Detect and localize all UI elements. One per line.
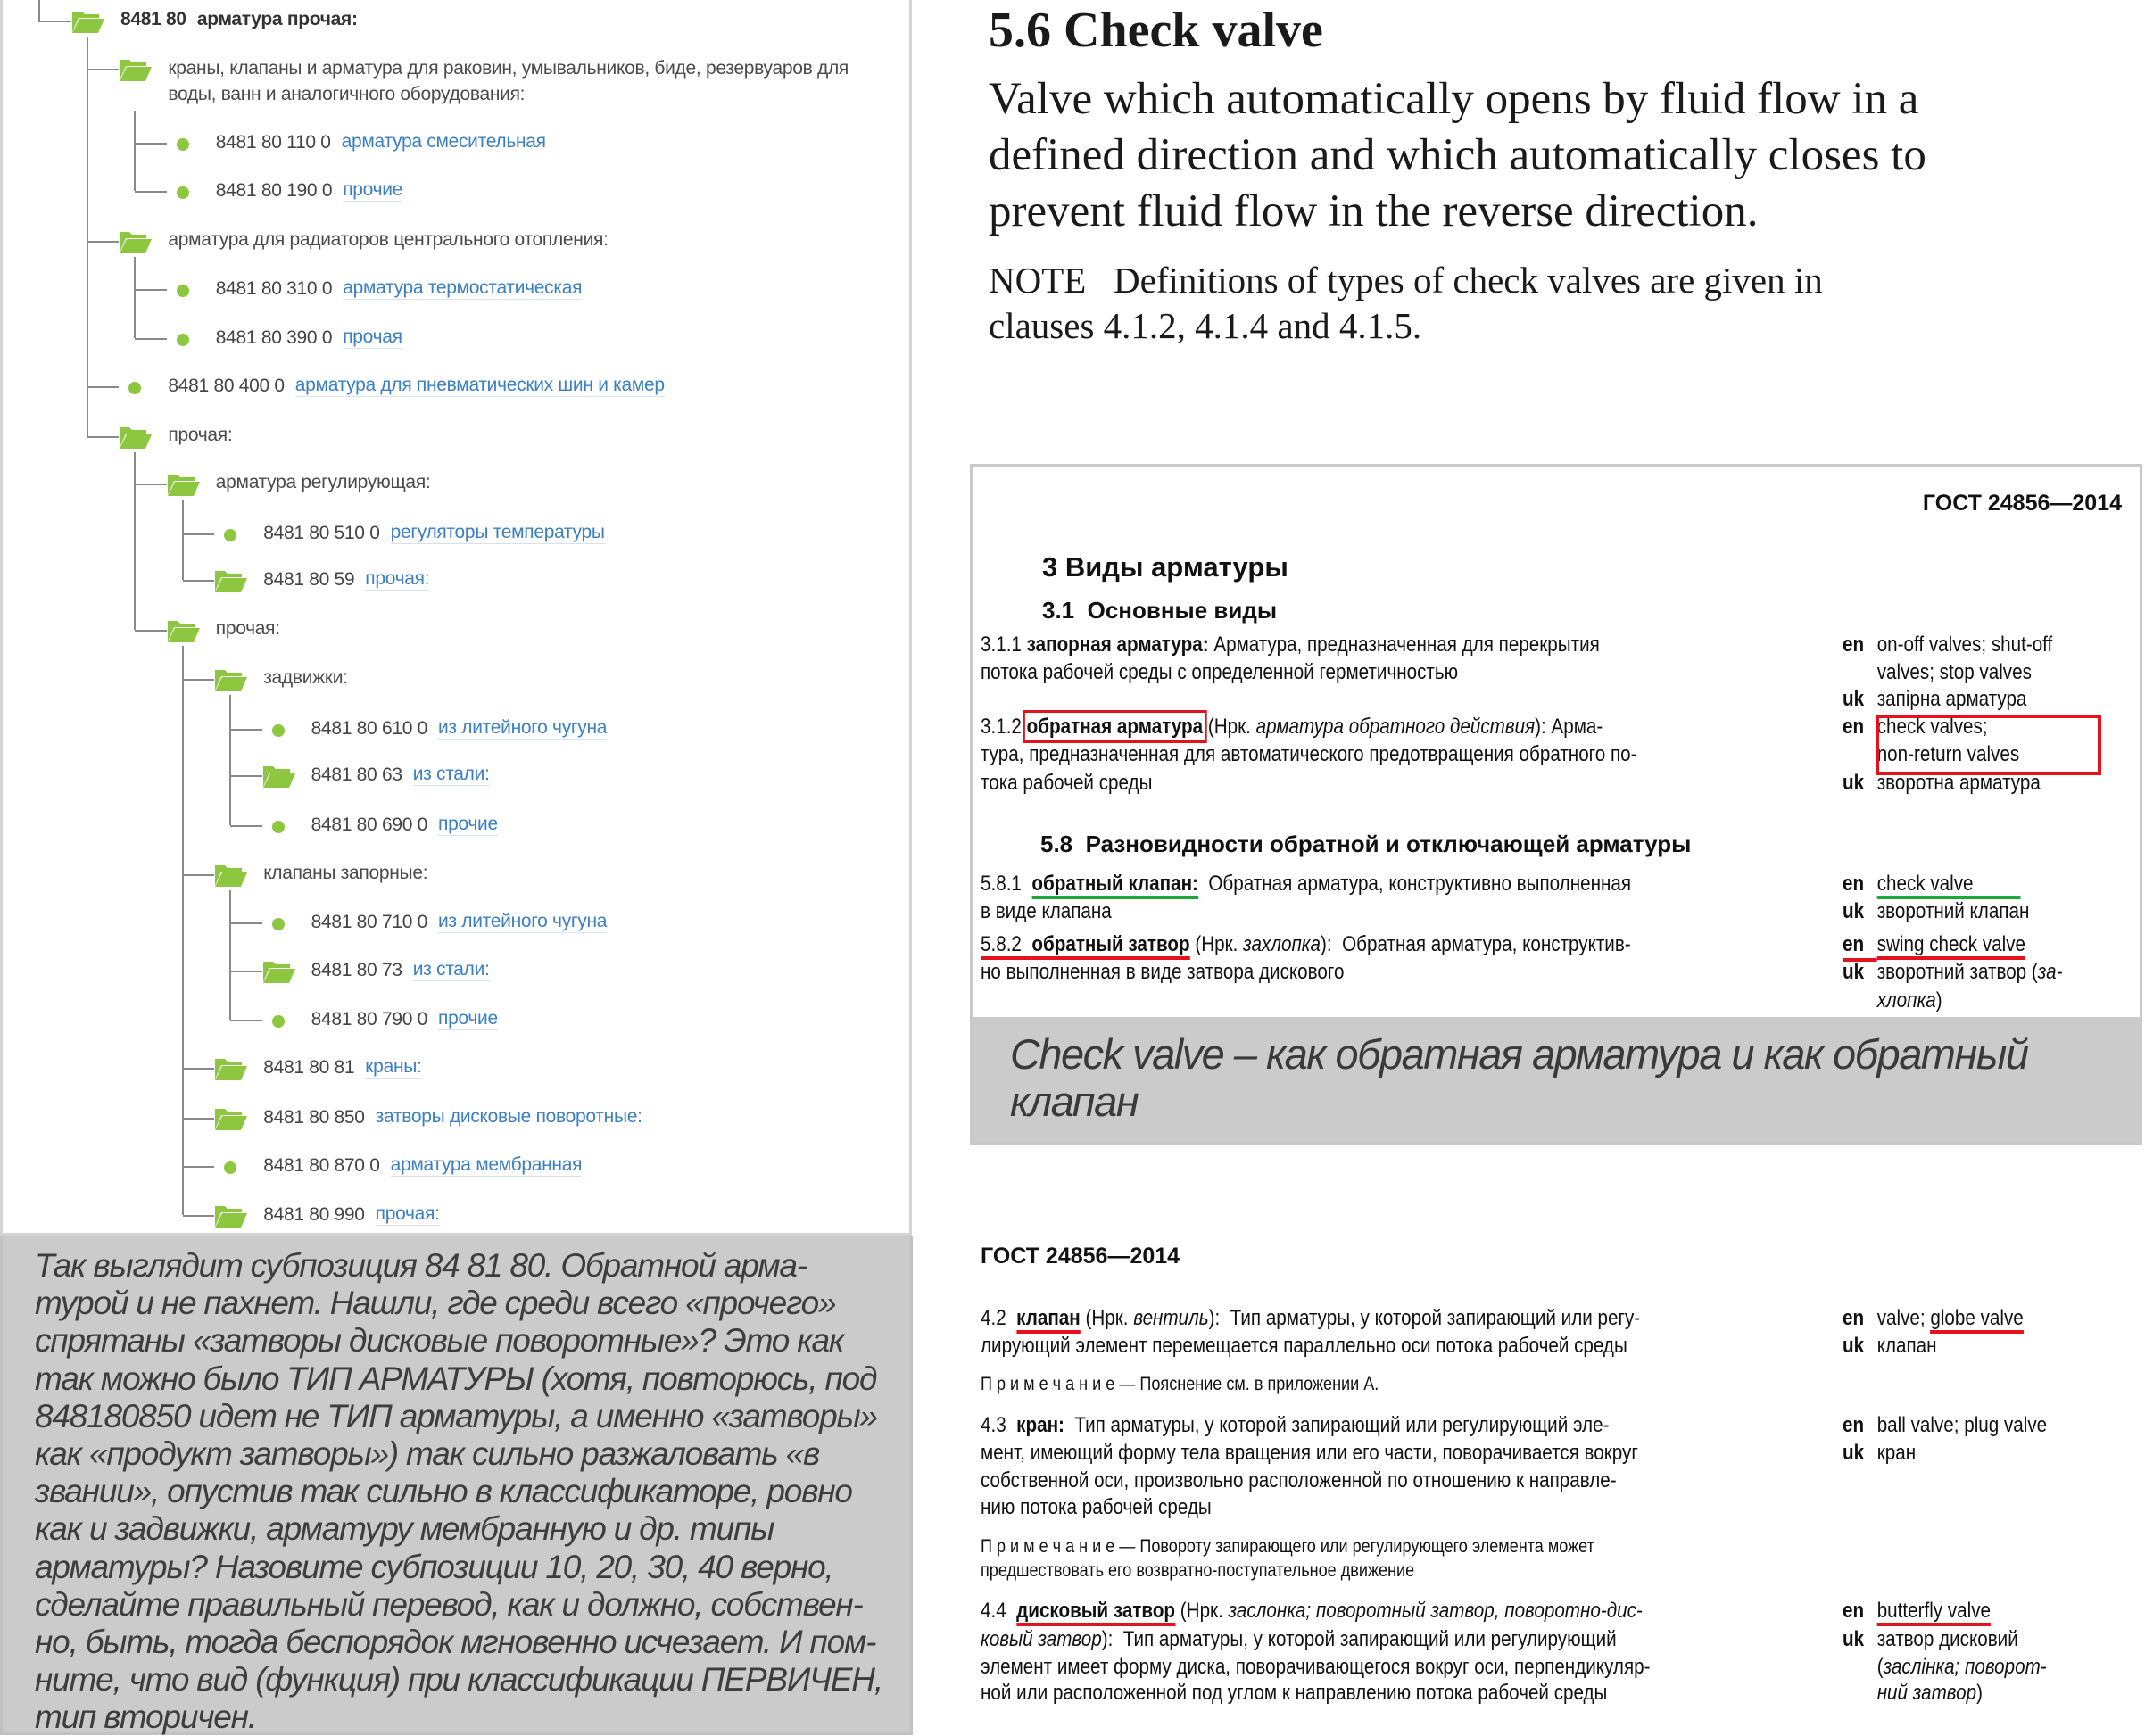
tree-item-label: прочая: xyxy=(168,425,233,445)
section-heading: 3 Виды арматуры xyxy=(1042,551,1288,583)
tree-item[interactable] xyxy=(120,9,358,30)
caption-line: тип вторичен. xyxy=(35,1699,256,1736)
text-segment: вентиль xyxy=(1133,1306,1209,1330)
caption-line: звании», опустив так сильно в классификаторе, ровно xyxy=(35,1473,852,1510)
highlighted-term: swing check valve xyxy=(1877,932,2025,960)
tree-connector-line xyxy=(87,69,119,70)
tree-connector-line xyxy=(87,386,119,388)
tree-item[interactable] xyxy=(216,277,582,300)
folder-open-icon[interactable] xyxy=(119,57,153,87)
highlighted-term: 5.8.2 xyxy=(981,932,1031,960)
definition-text-line xyxy=(981,1467,1617,1494)
tree-item-link[interactable]: арматура смесительная xyxy=(341,131,546,152)
text-segment: ): Арма- xyxy=(1535,715,1603,739)
text-segment: собственной оси, произвольно расположенной по отношению к направле- xyxy=(981,1468,1617,1492)
tree-item[interactable] xyxy=(216,472,431,493)
tree-item[interactable] xyxy=(263,1203,439,1226)
tree-connector-line xyxy=(135,338,166,340)
folder-open-icon[interactable] xyxy=(167,618,201,648)
text-segment: зворотний клапан xyxy=(1876,899,2030,923)
tree-item[interactable] xyxy=(216,179,402,202)
definition-text-line xyxy=(981,1440,1638,1467)
dot-icon[interactable] xyxy=(177,285,189,297)
tree-item-label: краны, клапаны и арматура для раковин, умывальников, биде, резервуаров для воды, ванн и аналогичного оборудования: xyxy=(168,58,849,104)
tree-item-link[interactable]: регуляторы температуры xyxy=(390,522,605,542)
gost-header: ГОСТ 24856—2014 xyxy=(1922,491,2122,516)
text-segment: предшествовать его возвратно-поступательное движение xyxy=(981,1560,1415,1581)
term-translation-line xyxy=(1843,1626,2018,1653)
term-translation-line xyxy=(1843,898,2029,925)
text-segment: ной или расположенной под углом к направлению потока рабочей среды xyxy=(981,1681,1608,1705)
definition-text-line xyxy=(981,959,1344,986)
language-tag: uk xyxy=(1843,687,1865,711)
tree-item[interactable] xyxy=(263,1154,582,1177)
term-translation-line xyxy=(1843,1598,1991,1624)
tree-connector-line xyxy=(183,533,214,535)
tree-item-link[interactable]: арматура для пневматических шин и камер xyxy=(294,375,665,395)
text-segment: (Нрк. xyxy=(1080,1306,1134,1330)
text-segment: захлопка xyxy=(1243,932,1321,956)
text-segment: П р и м е ч а н и е — Пояснение см. в приложении А. xyxy=(981,1374,1379,1394)
tree-item[interactable] xyxy=(168,425,232,446)
text-segment: запорная арматура: xyxy=(1026,632,1209,657)
tree-item-link[interactable]: из литейного чугуна xyxy=(438,911,608,931)
folder-open-icon[interactable] xyxy=(214,568,248,598)
dot-icon[interactable] xyxy=(177,138,189,151)
tree-item-label: клапаны запорные: xyxy=(263,863,428,883)
folder-open-icon[interactable] xyxy=(214,1203,248,1233)
tree-item-link[interactable]: затворы дисковые поворотные: xyxy=(375,1106,642,1127)
tree-item-label: арматура для радиаторов центрального отопления: xyxy=(168,229,609,250)
tree-connector-line xyxy=(229,890,231,1020)
definition-text-line xyxy=(981,659,1458,686)
tree-connector-line xyxy=(38,21,71,22)
text-segment: лирующий элемент перемещается параллельно оси потока рабочей среды xyxy=(981,1334,1627,1358)
tree-connector-line xyxy=(183,874,214,876)
text-segment: нию потока рабочей среды xyxy=(981,1495,1212,1519)
term-translation-line xyxy=(1843,1333,1937,1360)
term-translation-line xyxy=(1843,1412,2047,1439)
definition-text-line xyxy=(981,1626,1617,1653)
tree-item-code: 8481 80 690 0 xyxy=(311,814,427,835)
definition-text-line xyxy=(981,1371,1379,1398)
tree-item-code: 8481 80 81 xyxy=(263,1056,355,1078)
text-segment: Тип арматуры, у которой запирающий или регулирующий эле- xyxy=(1064,1413,1610,1437)
tree-item-link[interactable]: прочие xyxy=(343,179,403,200)
definition-text-line xyxy=(981,770,1152,797)
dot-icon[interactable] xyxy=(272,724,285,737)
language-tag: en xyxy=(1843,872,1865,896)
term-translation-line xyxy=(1843,1680,1983,1707)
gost-caption-line: Check valve – как обратная арматура и как обратный xyxy=(1010,1030,2028,1078)
text-segment: on-off valves; shut-off xyxy=(1876,632,2053,657)
highlighted-term: обратная арматура xyxy=(1026,715,1204,739)
tree-connector-line xyxy=(134,452,136,630)
text-segment: ): Тип арматуры, у которой запирающий или регу- xyxy=(1208,1306,1641,1330)
tree-connector-line xyxy=(230,729,261,731)
definition-text-line xyxy=(981,898,1112,925)
folder-open-icon[interactable] xyxy=(119,229,153,259)
tree-item-code: 8481 80 310 0 xyxy=(215,277,333,299)
tree-item[interactable] xyxy=(311,911,608,933)
tree-item[interactable] xyxy=(263,568,429,591)
text-segment: арматура обратного действия xyxy=(1255,715,1536,739)
term-translation-line xyxy=(1843,1440,1916,1467)
highlighted-term: обратный клапан: xyxy=(1031,872,1198,899)
text-segment: (Нрк. xyxy=(1175,1599,1229,1623)
term-translation-line xyxy=(1843,632,2052,658)
language-tag: uk xyxy=(1843,771,1865,795)
tree-item-code: 8481 80 73 xyxy=(311,959,402,980)
text-segment: запірна арматура xyxy=(1876,687,2027,711)
text-segment: но выполненная в виде затвора дискового xyxy=(981,960,1345,984)
text-segment: зворотна арматура xyxy=(1876,771,2041,795)
caption-line: но, быть, тогда беспорядок мгновенно исчезает. И пом- xyxy=(35,1624,876,1660)
tree-item-code: 8481 80 400 0 xyxy=(168,375,285,396)
definition-text-line xyxy=(981,871,1631,897)
tree-item-code: 8481 80 110 0 xyxy=(215,131,331,153)
text-segment: 4.2 xyxy=(981,1306,1017,1330)
text-segment: 3.1.2 xyxy=(981,715,1027,739)
definition-text-line xyxy=(981,1558,1414,1584)
caption-line: ните, что вид (функция) при классификации ПЕРВИЧЕН, xyxy=(35,1661,882,1699)
language-tag: en xyxy=(1843,1599,1865,1623)
text-segment: потока рабочей среды с определенной герметичностью xyxy=(981,660,1459,684)
tree-item-code: 8481 80 990 xyxy=(263,1203,365,1225)
definition-line: prevent fluid flow in the reverse direction. xyxy=(989,186,1759,236)
text-segment: хлопка xyxy=(1876,988,1936,1013)
gost-caption-line: клапан xyxy=(1010,1078,1139,1125)
text-segment: клапан xyxy=(1876,1334,1937,1358)
tree-item-code: 8481 80 59 xyxy=(263,568,355,590)
text-segment: 4.3 xyxy=(981,1413,1017,1437)
highlighted-term: дисковый затвор xyxy=(1016,1599,1175,1626)
tree-item[interactable] xyxy=(311,717,608,740)
definition-text-line xyxy=(981,741,1637,768)
text-segment: ) xyxy=(1976,1681,1983,1705)
tree-item-code: 8481 80 790 0 xyxy=(311,1008,427,1029)
tree-item-code: 8481 80 190 0 xyxy=(215,179,333,201)
folder-open-icon[interactable] xyxy=(214,667,248,697)
tree-item-link[interactable]: из литейного чугуна xyxy=(438,717,608,738)
tree-connector-line xyxy=(38,0,40,21)
text-segment: за- xyxy=(2037,960,2063,984)
tree-item-link[interactable]: прочая: xyxy=(375,1203,440,1224)
highlighted-term: клапан xyxy=(1016,1306,1081,1334)
definition-text-line xyxy=(981,1333,1627,1360)
text-segment: (Нрк. xyxy=(1189,932,1244,956)
text-segment: ): Обратная арматура, конструктив- xyxy=(1321,932,1631,956)
tree-item-link[interactable]: из стали: xyxy=(412,764,490,784)
term-translation-line xyxy=(1843,1305,2024,1332)
dot-icon[interactable] xyxy=(128,382,141,394)
tree-item[interactable] xyxy=(216,327,402,349)
tree-connector-line xyxy=(135,484,166,485)
tree-item-code: 8481 80 xyxy=(120,9,186,29)
folder-open-icon[interactable] xyxy=(167,472,201,501)
tree-item-link[interactable]: краны: xyxy=(365,1056,422,1077)
text-segment: 3.1.1 xyxy=(981,632,1027,657)
highlighted-term: обратный затвор xyxy=(1031,932,1189,960)
tree-item[interactable] xyxy=(168,55,882,107)
tree-item-link[interactable]: прочие xyxy=(438,814,498,834)
tree-item[interactable] xyxy=(216,131,546,153)
term-translation-line xyxy=(1843,686,2026,713)
text-segment: заслінка; поворот- xyxy=(1883,1655,2047,1679)
language-tag: en xyxy=(1843,1413,1865,1437)
language-tag: uk xyxy=(1843,1627,1865,1651)
tree-connector-line xyxy=(183,1166,214,1168)
tree-item-label: прочая: xyxy=(215,618,280,639)
tree-item[interactable] xyxy=(311,959,490,981)
note-line: clauses 4.1.2, 4.1.4 and 4.1.5. xyxy=(989,305,1422,346)
tree-item-code: 8481 80 850 xyxy=(263,1106,365,1128)
text-segment: non-return valves xyxy=(1876,742,2020,766)
tree-item-link[interactable]: прочая xyxy=(343,327,402,347)
definition-line: Valve which automatically opens by fluid flow in a xyxy=(989,74,1919,124)
caption-line: турой и не пахнет. Нашли, где среди всего «прочего» xyxy=(35,1285,836,1322)
red-highlight-box xyxy=(1876,715,2101,775)
definition-text-line xyxy=(981,1598,1643,1624)
tree-connector-line xyxy=(229,695,231,825)
term-translation-line xyxy=(1843,931,2025,962)
tree-item-code: 8481 80 710 0 xyxy=(311,911,427,932)
language-tag: en xyxy=(1843,1306,1865,1330)
text-segment: ) xyxy=(1935,988,1942,1013)
text-segment: valves; stop valves xyxy=(1876,660,2032,684)
definition-text-line xyxy=(981,931,1631,958)
definition-text-line xyxy=(981,1494,1212,1521)
text-segment: valve; xyxy=(1876,1306,1931,1330)
definition-text-line xyxy=(981,1412,1609,1439)
text-segment: ): Тип арматуры, у которой запирающий или регулирующий xyxy=(1101,1627,1617,1651)
text-segment: кран xyxy=(1876,1441,1917,1465)
tree-item-code: 8481 80 510 0 xyxy=(263,522,380,543)
text-segment: затвор дисковий xyxy=(1876,1627,2018,1651)
tree-item[interactable] xyxy=(263,522,605,544)
highlighted-term: butterfly valve xyxy=(1877,1599,1991,1626)
caption-line: сделайте правильный перевод, как и должно, собствен- xyxy=(35,1585,863,1623)
folder-open-icon[interactable] xyxy=(71,9,105,38)
highlighted-term: check valve xyxy=(1877,872,2021,899)
tree-connector-line xyxy=(135,289,166,291)
caption-line: 848180850 идет не ТИП арматуры, а именно «затворы» xyxy=(35,1397,877,1434)
tree-connector-line xyxy=(135,143,166,145)
dot-icon[interactable] xyxy=(224,529,236,541)
tree-connector-line xyxy=(230,971,261,972)
caption-line: арматуры? Назовите субпозиции 10, 20, 30, 40 верно, xyxy=(35,1548,833,1585)
tree-connector-line xyxy=(135,191,166,193)
language-tag: uk xyxy=(1843,899,1865,923)
definition-text-line xyxy=(981,1533,1594,1560)
dot-icon[interactable] xyxy=(177,334,189,346)
text-segment: ковый затвор xyxy=(981,1627,1102,1651)
tree-item-label: арматура прочая: xyxy=(196,9,358,29)
text-segment: в виде клапана xyxy=(981,899,1112,923)
language-tag: en xyxy=(1843,715,1865,739)
caption-line: Так выглядит субпозиция 84 81 80. Обратной арма- xyxy=(35,1247,807,1284)
text-segment: Арматура, предназначенная для перекрытия xyxy=(1208,632,1600,657)
tree-connector-line xyxy=(183,1068,214,1070)
tree-connector-line xyxy=(183,679,214,681)
tree-item[interactable] xyxy=(216,618,280,640)
text-segment: Обратная арматура, конструктивно выполненная xyxy=(1197,872,1632,896)
gost-header: ГОСТ 24856—2014 xyxy=(981,1244,1180,1269)
note-line: NOTE Definitions of types of check valves are given in xyxy=(989,260,1823,301)
language-tag: uk xyxy=(1843,1441,1865,1465)
term-translation-line xyxy=(1843,871,2021,897)
dot-icon[interactable] xyxy=(177,186,189,199)
tree-connector-line xyxy=(230,775,261,777)
text-segment: тура, предназначенная для автоматического предотвращения обратного по- xyxy=(981,742,1637,766)
clause-title: 5.6 Check valve xyxy=(989,3,1323,58)
text-segment: кран: xyxy=(1016,1413,1064,1437)
text-segment: мент, имеющий форму тела вращения или его части, поворачивается вокруг xyxy=(981,1441,1638,1465)
tree-connector-line xyxy=(182,500,184,580)
definition-text-line xyxy=(981,1305,1640,1332)
folder-open-icon[interactable] xyxy=(214,863,248,892)
text-segment: check valves; xyxy=(1876,715,1988,739)
folder-open-icon[interactable] xyxy=(262,764,296,793)
definition-line: defined direction and which automatically closes to xyxy=(989,130,1926,180)
language-tag: en xyxy=(1843,931,1877,962)
text-segment: элемент имеет форму диска, поворачивающегося вокруг оси, перпендикуляр- xyxy=(981,1655,1651,1679)
dot-icon[interactable] xyxy=(224,1161,236,1174)
tree-item-code: 8481 80 870 0 xyxy=(263,1154,380,1176)
dot-icon[interactable] xyxy=(272,821,285,833)
subsection-heading: 5.8 Разновидности обратной и отключающей арматуры xyxy=(1040,831,1692,857)
tree-connector-line xyxy=(183,580,214,582)
text-segment: ( xyxy=(1876,1655,1884,1679)
dot-icon[interactable] xyxy=(272,1015,285,1028)
term-translation-line xyxy=(1843,659,2032,686)
tree-item[interactable] xyxy=(311,814,498,836)
tree-item-link[interactable]: арматура термостатическая xyxy=(343,277,583,298)
tree-connector-line xyxy=(230,1020,261,1021)
tree-item[interactable] xyxy=(168,375,664,397)
tree-item[interactable] xyxy=(263,1106,642,1128)
caption-line: так можно было ТИП АРМАТУРЫ (хотя, повторюсь, под xyxy=(35,1360,877,1397)
dot-icon[interactable] xyxy=(272,918,285,930)
text-segment: тока рабочей среды xyxy=(981,771,1153,795)
language-tag: en xyxy=(1843,632,1865,657)
term-translation-line xyxy=(1843,959,2062,986)
term-translation-line xyxy=(1843,988,1942,1014)
tree-item-link[interactable]: прочая: xyxy=(365,568,430,589)
caption-line: спрятаны «затворы дисковые поворотные»? Это как xyxy=(35,1322,844,1360)
highlighted-term: globe valve xyxy=(1930,1306,2023,1334)
text-segment: П р и м е ч а н и е — Повороту запирающего или регулирующего элемента может xyxy=(981,1536,1594,1557)
language-tag: uk xyxy=(1843,1334,1865,1358)
tree-item[interactable] xyxy=(263,1056,421,1079)
definition-text-line xyxy=(981,714,1603,740)
folder-open-icon[interactable] xyxy=(214,1056,248,1086)
tree-connector-line xyxy=(87,37,88,436)
tree-connector-line xyxy=(134,111,136,191)
tree-connector-line xyxy=(230,922,261,924)
classifier-tree xyxy=(0,0,910,1236)
folder-open-icon[interactable] xyxy=(119,425,153,454)
folder-open-icon[interactable] xyxy=(262,959,296,988)
definition-text-line xyxy=(981,632,1600,658)
commentary-caption xyxy=(0,1236,913,1735)
text-segment: зворотний затвор ( xyxy=(1876,960,2038,984)
text-segment: 5.8.1 xyxy=(981,872,1032,896)
caption-line: как и задвижки, арматуру мембранную и др. типы xyxy=(35,1510,774,1548)
tree-connector-line xyxy=(183,1118,214,1120)
definition-text-line xyxy=(981,1680,1607,1707)
tree-item[interactable] xyxy=(311,1008,498,1030)
tree-connector-line xyxy=(135,630,166,632)
tree-item-code: 8481 80 390 0 xyxy=(215,327,333,348)
tree-item[interactable] xyxy=(168,229,608,251)
tree-item[interactable] xyxy=(311,764,490,786)
subsection-heading: 3.1 Основные виды xyxy=(1042,597,1278,624)
caption-line: как «продукт затворы») так сильно разжаловать «в xyxy=(35,1435,820,1472)
text-segment: 4.4 xyxy=(981,1599,1017,1623)
text-segment: (Нрк. xyxy=(1203,715,1256,739)
term-translation-line xyxy=(1843,1654,2047,1681)
tree-connector-line xyxy=(182,646,184,1215)
text-segment: заслонка; поворотный затвор, поворотно-дис- xyxy=(1228,1599,1643,1623)
tree-item-label: арматура регулирующая: xyxy=(215,472,431,492)
tree-connector-line xyxy=(87,241,119,243)
text-segment: ний затвор xyxy=(1876,1681,1977,1705)
tree-item-code: 8481 80 610 0 xyxy=(311,717,427,739)
tree-item-link[interactable]: прочие xyxy=(438,1008,498,1029)
tree-connector-line xyxy=(134,257,136,338)
tree-connector-line xyxy=(87,436,119,438)
tree-connector-line xyxy=(183,1215,214,1217)
tree-item-link[interactable]: арматура мембранная xyxy=(390,1154,583,1175)
folder-open-icon[interactable] xyxy=(214,1106,248,1136)
language-tag: uk xyxy=(1843,960,1865,984)
tree-connector-line xyxy=(230,825,261,827)
tree-item-code: 8481 80 63 xyxy=(311,764,402,785)
tree-item-label: задвижки: xyxy=(263,667,348,688)
text-segment: ball valve; plug valve xyxy=(1876,1413,2048,1437)
tree-item-link[interactable]: из стали: xyxy=(412,959,490,980)
tree-item[interactable] xyxy=(263,667,348,689)
definition-text-line xyxy=(981,1654,1650,1681)
tree-item[interactable] xyxy=(263,863,427,884)
